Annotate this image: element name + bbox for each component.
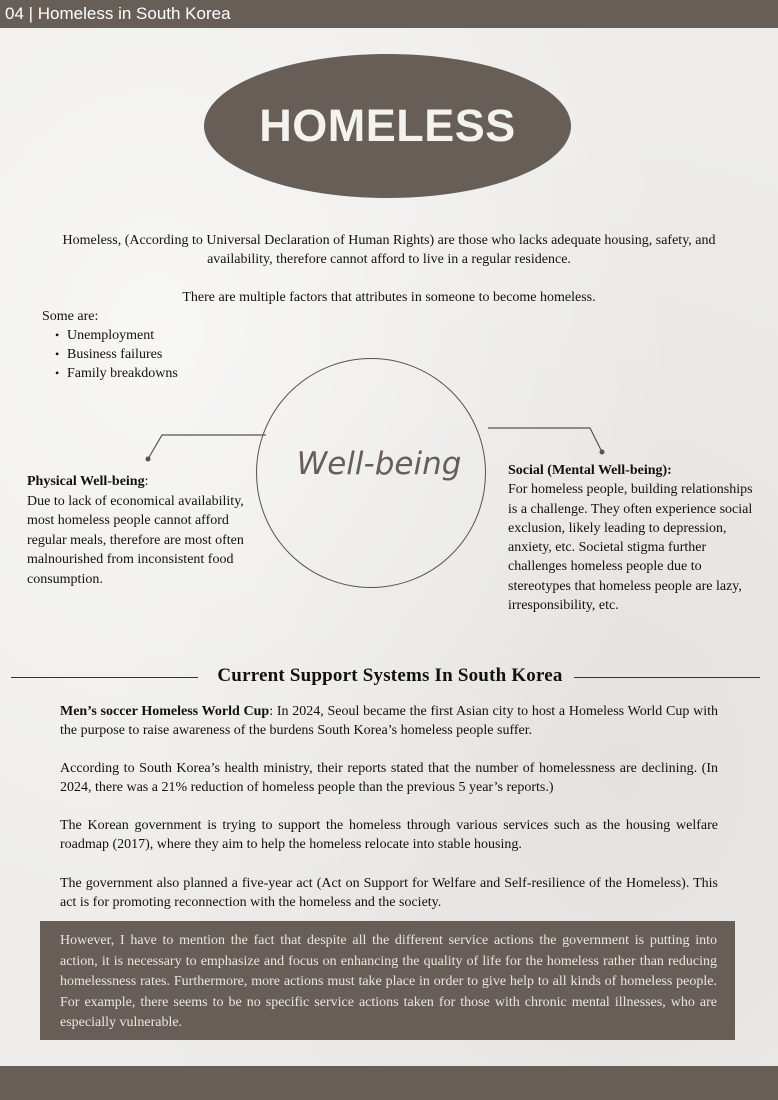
- factors-sentence: There are multiple factors that attributes in someone to become homeless.: [182, 290, 596, 305]
- physical-connector-dot: [146, 457, 151, 462]
- paragraph-housing-roadmap: The Korean government is trying to support the homeless through various services such as the housing welfare roadmap (2017), where they aim to help the homeless relocate into stable housing.: [60, 818, 718, 852]
- social-wellbeing-block: [508, 461, 758, 615]
- physical-wellbeing-title: Physical Well-being: [27, 474, 145, 489]
- footer-bar: [0, 1066, 778, 1100]
- paragraph-homeless-world-cup: [60, 702, 718, 740]
- factors-lead: Some are:: [42, 309, 99, 324]
- intro-definition: Homeless, (According to Universal Declaration of Human Rights) are those who lacks adequate housing, safety, and availability, therefore cannot afford to live in a regular residence.: [62, 233, 716, 267]
- list-item: • Business failures: [48, 345, 178, 364]
- physical-wellbeing-block: Physical Well-being: Due to lack of economical availability, most homeless people cannot afford regular meals, therefore are most often malnourished from inconsistent food consumption.: [27, 474, 244, 587]
- social-wellbeing-text: For homeless people, building relationships is a challenge. They often experience social exclusion, likely leading to depression, anxiety, etc. Societal stigma further challenges homeless people due to stereotypes that homeless people are lazy, irresponsibility, etc.: [508, 482, 753, 614]
- wellbeing-label: Well-being: [296, 446, 462, 482]
- page-header-title: 04 | Homeless in South Korea: [5, 4, 231, 23]
- heading-rule-right: [574, 677, 760, 678]
- social-wellbeing-title: Social (Mental Well-being):: [508, 463, 672, 478]
- homeless-world-cup-title: Men’s soccer Homeless World Cup: [60, 704, 270, 719]
- physical-connector-line: [148, 435, 266, 459]
- social-connector-line: [488, 428, 602, 452]
- list-item: • Family breakdowns: [48, 364, 178, 383]
- list-item: • Unemployment: [48, 326, 178, 345]
- paragraph-health-ministry: According to South Korea’s health ministry, their reports stated that the number of homelessness are declining. (In 2024, there was a 21% reduction of homeless people than the previous 5 year’s reports.): [60, 761, 718, 795]
- support-heading: Current Support Systems In South Korea: [217, 665, 563, 686]
- social-connector-dot: [600, 450, 605, 455]
- opinion-box: [40, 921, 735, 1040]
- homeless-world-cup-text: : In 2024, Seoul became the first Asian city to host a Homeless World Cup with the purpose to raise awareness of the burdens South Korea’s homeless people suffer.: [60, 704, 718, 738]
- page-title: HOMELESS: [259, 100, 516, 151]
- paragraph-five-year-act: The government also planned a five-year act (Act on Support for Welfare and Self-resilience of the Homeless). This act is for promoting reconnection with the homeless and the society.: [60, 876, 718, 910]
- heading-rule-left: [11, 677, 198, 678]
- opinion-text: However, I have to mention the fact that despite all the different service actions the government is putting into action, it is necessary to emphasize and focus on enhancing the quality of life for the homeless rather than reducing homelessness rates. Furthermore, more actions must take place in order to give help to all kinds of homeless people. For example, there seems to be no specific service actions taken for those with chronic mental illnesses, who are especially vulnerable.: [60, 933, 717, 1030]
- physical-wellbeing-text: Due to lack of economical availability, most homeless people cannot afford regular meals, therefore are most often malnourished from inconsistent food consumption.: [27, 493, 244, 587]
